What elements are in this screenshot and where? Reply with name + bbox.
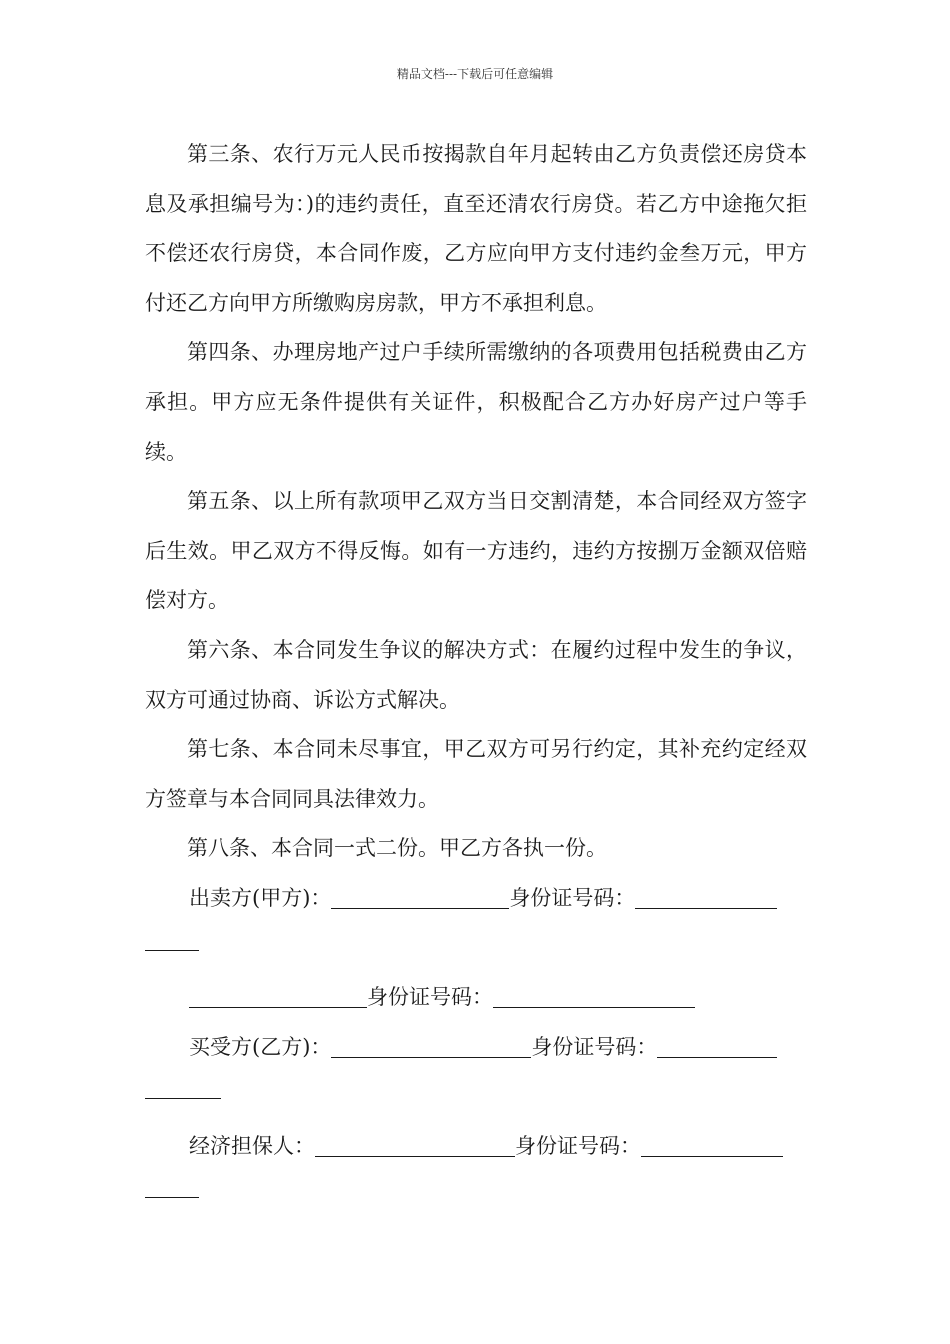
second-signature-row bbox=[145, 973, 807, 1023]
guarantor-id-blank-continued-row bbox=[145, 1171, 807, 1221]
second-name-blank[interactable] bbox=[189, 983, 367, 1008]
buyer-id-blank-continued[interactable] bbox=[145, 1074, 221, 1099]
second-id-blank[interactable] bbox=[493, 983, 695, 1008]
buyer-id-label: 身份证号码： bbox=[531, 1034, 658, 1059]
clause-3: 第三条、农行万元人民币按揭款自年月起转由乙方负责偿还房贷本息及承担编号为：)的违约责任，直至还清农行房贷。若乙方中途拖欠拒不偿还农行房贷，本合同作废，乙方应向甲方支付违约金叁万元，甲方付还乙方向甲方所缴购房房款，甲方不承担利息。 bbox=[145, 142, 807, 315]
clause-7: 第七条、本合同未尽事宜，甲乙双方可另行约定，其补充约定经双方签章与本合同同具法律效力。 bbox=[145, 737, 807, 811]
guarantor-id-label: 身份证号码： bbox=[515, 1133, 641, 1158]
guarantor-name-blank[interactable] bbox=[315, 1132, 515, 1157]
clause-6: 第六条、本合同发生争议的解决方式：在履约过程中发生的争议，双方可通过协商、诉讼方式解决。 bbox=[145, 637, 807, 712]
buyer-label: 买受方(乙方)： bbox=[189, 1034, 332, 1059]
second-id-label: 身份证号码： bbox=[367, 985, 493, 1010]
buyer-id-blank[interactable] bbox=[657, 1033, 777, 1058]
clause-8: 第八条、本合同一式二份。甲乙方各执一份。 bbox=[187, 836, 607, 861]
seller-label: 出卖方(甲方)： bbox=[189, 885, 332, 910]
guarantor-id-blank-continued[interactable] bbox=[145, 1173, 199, 1198]
clause-4: 第四条、办理房地产过户手续所需缴纳的各项费用包括税费由乙方承担。甲方应无条件提供有关证件，积极配合乙方办好房产过户等手续。 bbox=[145, 340, 807, 464]
seller-id-blank-continued[interactable] bbox=[145, 926, 199, 951]
buyer-name-blank[interactable] bbox=[331, 1033, 531, 1058]
buyer-id-blank-continued-row bbox=[145, 1072, 807, 1122]
seller-id-label: 身份证号码： bbox=[509, 885, 636, 910]
guarantor-id-blank[interactable] bbox=[641, 1132, 783, 1157]
seller-id-blank[interactable] bbox=[635, 884, 777, 909]
contract-body bbox=[145, 130, 807, 1221]
page-header: 精品文档---下载后可任意编辑 bbox=[396, 67, 554, 81]
guarantor-signature-row bbox=[145, 1122, 807, 1172]
seller-name-blank[interactable] bbox=[331, 884, 509, 909]
seller-signature-row bbox=[145, 874, 807, 924]
seller-id-blank-continued-row bbox=[145, 924, 807, 974]
guarantor-label: 经济担保人： bbox=[189, 1133, 315, 1158]
buyer-signature-row bbox=[145, 1023, 807, 1073]
clause-5: 第五条、以上所有款项甲乙双方当日交割清楚，本合同经双方签字后生效。甲乙双方不得反悔。如有一方违约，违约方按捌万金额双倍赔偿对方。 bbox=[145, 489, 807, 613]
